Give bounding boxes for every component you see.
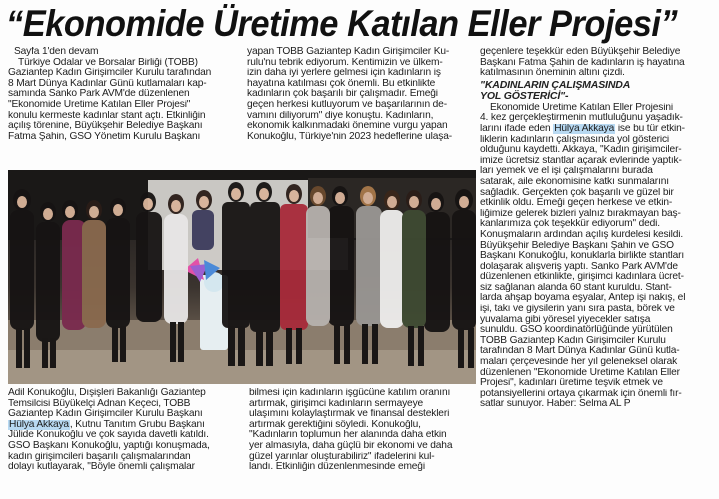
group-photo-illustration [8, 170, 476, 384]
article-subheading-line: YOL GÖSTERİCİ"- [480, 89, 569, 102]
article-line: işi, takı ve giysilerin yanı sıra pasta, börek ve [480, 304, 675, 315]
article-line: Başkanı Fatma Şahin de kadınların iş hayatına [480, 57, 685, 68]
article-line-text: ise bu tür etkin- [617, 123, 685, 134]
article-line: satlar sunuyor. Haber: Selma AL P [480, 399, 631, 410]
article-line: sağladık. Gerçekten çok başarılı ve güzel bir [480, 187, 674, 198]
article-column-1 [8, 47, 224, 142]
article-line: etkinlik oldu. Emeği geçen herkese ve etkin- [480, 198, 673, 209]
article-line: artırmak, girişimci kadınların sermayeye [249, 398, 424, 409]
article-column-2-continued [249, 388, 475, 473]
article-line: liğimize gelerek bizleri yalnız bırakmayan baş- [480, 208, 681, 219]
article-line: siz sağlanan alanda 60 stant kuruldu. Stant- [480, 282, 672, 293]
article-line: geçen herkesi kutluyorum ve başarılarının de- [247, 99, 447, 110]
article-line: kanlarımıza çok teşekkür ediyorum" dedi. [480, 219, 660, 230]
article-line: Büyükşehir Belediye Başkanı Şahin ve GSO [480, 240, 674, 251]
article-line [480, 124, 712, 135]
article-line: GSO Başkanı Konukoğlu, yaptığı konuşmada, [8, 440, 210, 451]
article-line: artırmak gerektiğini söyledi. Konukoğlu, [249, 419, 421, 430]
article-line: Türkiye Odalar ve Borsalar Birliği (TOBB) [18, 57, 198, 68]
article-line: geçenlere teşekkür eden Büyükşehir Belediye [480, 47, 681, 57]
article-line: ları yemek ve el işi çalışmalarını burada [480, 166, 653, 177]
article-line: Fatma Şahin, GSO Yönetim Kurulu Başkanı [8, 131, 201, 142]
article-line: yer almasıyla, daha güçlü bir ekonomi ve daha [249, 440, 453, 451]
article-line: yapan TOBB Gaziantep Kadın Girişimciler Ku- [247, 47, 450, 57]
article-line [8, 420, 236, 431]
article-line: Projesi", kadınları üretime teşvik etmek ve [480, 378, 663, 389]
article-line: vamını diliyorum" diye konuştu. Kadınların, [247, 110, 434, 121]
article-line: kadınların çok başarılı bir çalışmadır. Emeği [247, 89, 438, 100]
article-line: "Kadınların toplumun her alanında daha etkin [249, 430, 447, 441]
article-line: dolaşarak alışveriş yaptı. Sanko Park AVM'de [480, 261, 678, 272]
article-line: maları çerçevesinde her yıl geleneksel olarak [480, 357, 678, 368]
article-line: Konuşmaların ardından açılış kurdelesi kesildi. [480, 229, 684, 240]
article-line: satarak, aile ekonomisine katkı sunmalarını [480, 176, 669, 187]
article-line: düzenlenen etkinlikte, girişimci kadınlara ücret- [480, 272, 684, 283]
article-line: açılış törenine, Büyükşehir Belediye Başkanı [8, 121, 203, 132]
article-line: konulu kermeste kadınlar stant açtı. Etkinliğin [8, 110, 206, 121]
article-line: bilmesi için kadınların işgücüne katılım oranını [249, 388, 451, 398]
article-line: katılmasının öneminin altını çizdi. [480, 68, 625, 79]
article-line: Sayfa 1'den devam [14, 47, 99, 57]
article-line-text: , Kutnu Tanıtım Grubu Başkanı [69, 419, 205, 430]
article-line: olduğunu kaydetti. Akkaya, "Kadın girişimciler- [480, 145, 682, 156]
article-line: düzenlenen "Ekonomide Üretime Katılan Eller [480, 367, 680, 378]
article-line: larda ahşap boyama eşyalar, Antep işi nakış, el [480, 293, 686, 304]
article-line: rulu'nu tebrik ediyorum. Kentimizin ve ülkem- [247, 57, 443, 68]
article-line: ulaşımını kolaylaştırmak ve finansal destekleri [249, 409, 450, 420]
highlighted-name: Hülya Akkaya [9, 419, 69, 430]
article-line: ekonomik kalkınmadaki önemine vurgu yapan [247, 121, 448, 132]
article-line: hayatına katılması çok önemli. Bu etkinlikte [247, 78, 436, 89]
article-line: potansiyellerini ortaya çıkarmak için önemli fır- [480, 388, 682, 399]
article-line: Temsilcisi Büyükelçi Adnan Keçeci, TOBB [8, 398, 191, 409]
highlighted-name: Hülya Akkaya [554, 123, 615, 134]
article-line: kadın girişimcileri başarılı çalışmalarından [8, 451, 191, 462]
article-line: Ekonomide Üretime Katılan Eller Projesini [490, 102, 673, 113]
article-line: imize ücretsiz stantlar açarak evlerinde yaptık- [480, 155, 682, 166]
article-line: "Ekonomide Üretime Katılan Eller Projesi" [8, 99, 191, 110]
article-line: Adil Konukoğlu, Dışişleri Bakanlığı Gaziantep [8, 388, 206, 398]
article-line: liklerin kadınların çalışmasında yol gösterici [480, 134, 670, 145]
article-subheading [480, 80, 712, 102]
article-line: 4. kez gerçekleştirmenin mutluluğunu yaşadık- [480, 113, 683, 124]
article-line: sunuldu. GSO koordinatörlüğünde yürütülen [480, 325, 673, 336]
article-line: Jülide Konukoğlu ve çok sayıda davetli katıldı. [8, 430, 209, 441]
article-line: yuvalama gibi yöresel yiyecekler satışa [480, 314, 651, 325]
article-line: landı. Etkinliğin düzenlenmesinde emeği [249, 462, 425, 473]
article-column-2 [247, 47, 473, 142]
article-line: güzel yarınlar oluşturabiliriz" ifadelerini kul- [249, 451, 435, 462]
article-headline: “Ekonomide Üretime Katılan Eller Projesi” [6, 3, 678, 44]
article-line-text: larını ifade eden [480, 123, 551, 134]
article-line: 8 Mart Dünya Kadınlar Günü kutlamaları kap- [8, 78, 207, 89]
article-line: Konukoğlu, Türkiye'nin 2023 hedeflerine ulaşa- [247, 131, 452, 142]
article-line: Gaziantep Kadın Girişimciler Kurulu Başkanı [8, 409, 203, 420]
group-photo [8, 170, 476, 384]
article-line: izin daha iyi yerlere gelmesi için kadınların iş [247, 68, 441, 79]
article-line: Gaziantep Kadın Girişimciler Kurulu tarafından [8, 68, 212, 79]
article-column-1-continued [8, 388, 236, 473]
article-line: samında Sanko Park AVM'de düzenlenen [8, 89, 190, 100]
article-line: Başkanı Konukoğlu, konuklarla birlikte stantları [480, 251, 685, 262]
article-subheading-line: "KADINLARIN ÇALIŞMASINDA [480, 79, 631, 91]
article-line: dolayı kutlayarak, "Böyle önemli çalışmalar [8, 462, 195, 473]
article-column-3 [480, 47, 712, 410]
article-line: TOBB Gaziantep Kadın Girişimciler Kurulu [480, 335, 666, 346]
article-line: tarafından 8 Mart Dünya Kadınlar Günü kutla- [480, 346, 680, 357]
